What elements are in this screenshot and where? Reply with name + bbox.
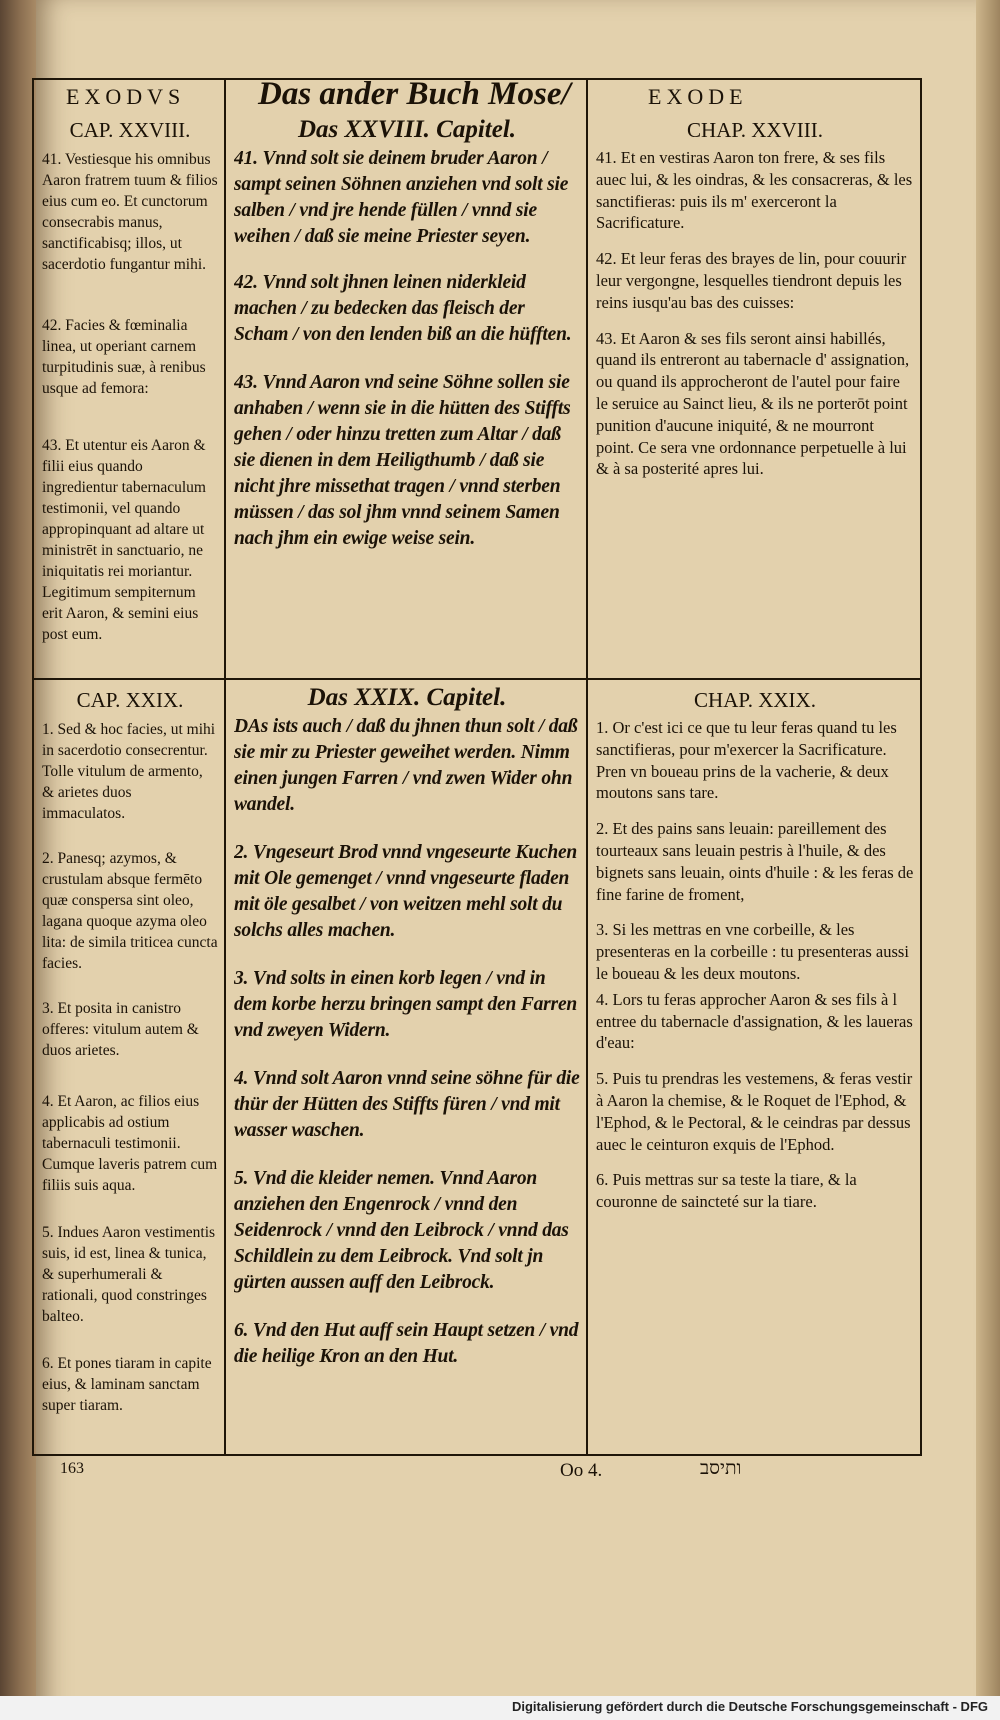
digitization-footer [0,1696,1000,1720]
german-column [234,80,580,1454]
french-chapter-29-title: CHAP. XXIX. [694,688,816,712]
latin-verse: 42. Facies & fœminalia linea, ut operiant carnem turpitudinis suæ, à renibus usque ad femora: [42,317,206,397]
column-rule [224,80,226,1454]
latin-verse: 1. Sed & hoc facies, ut mihi in sacerdotio consecrentur. Tolle vitulum de armento, & arietes duos immaculatos. [42,721,216,822]
german-chapter-28-title: Das XXVIII. Capitel. [297,116,517,143]
german-verse: 3. Vnd solts in einen korb legen / vnd in dem korbe herzu bringen sampt den Farren vnd zweyen Widern. [234,968,578,1041]
page-number: 163 [60,1460,84,1477]
german-verse: 43. Vnnd Aaron vnd seine Söhne sollen sie anhaben / wenn sie in die hütten des Stiffts gehen / oder hinzu tretten zum Altar / daß sie dienen in dem Heiligthumb / daß sie nicht jhre missethat tragen / vnnd sterben müssen / das sol jhm vnnd seinem Samen nach jhm ein ewige weise sein. [234,372,571,549]
text-frame [32,78,922,1456]
latin-verse: 6. Et pones tiaram in capite eius, & laminam sanctam super tiaram. [42,1355,212,1414]
german-verse: 4. Vnnd solt Aaron vnnd seine söhne für die thür der Hütten des Stiffts füren / vnd mit wasser waschen. [234,1068,580,1141]
header-french: EXODE [648,84,748,109]
latin-verse: 41. Vestiesque his omnibus Aaron fratrem tuum & filios eius cum eo. Et cunctorum consecrabis manus, sanctificabisq; illos, ut sacerdotio fungantur mihi. [42,151,218,273]
french-verse: 4. Lors tu feras approcher Aaron & ses fils à l entree du tabernacle d'assignation, & les laueras d'eau: [596,989,913,1053]
header-latin: EXODVS [66,84,186,109]
digitization-note: Digitalisierung gefördert durch die Deutsche Forschungsgemeinschaft - DFG [511,1699,988,1714]
column-rule [586,80,588,1454]
german-verse: DAs ists auch / daß du jhnen thun solt / daß sie mir zu Priester geweihet werden. Nimm einen jungen Farren / vnd zwen Wider ohn wandel. [234,716,578,815]
german-verse: 6. Vnd den Hut auff sein Haupt setzen / vnd die heilige Kron an den Hut. [234,1320,579,1367]
french-verse: 41. Et en vestiras Aaron ton frere, & ses fils auec lui, & les oindras, & les consacreras, & les sanctifieras: puis ils m' exerceront la Sacrificature. [596,148,913,233]
french-verse: 3. Si les mettras en vne corbeille, & les presenteras en la corbeille : tu presenteras aussi le boueau & les deux moutons. [596,920,909,983]
latin-chapter-28-title: CAP. XXVIII. [69,118,191,142]
header-german: Das ander Buch Mose/ [258,76,571,112]
french-column [596,80,914,1454]
german-chapter-29-title: Das XXIX. Capitel. [307,684,507,711]
french-verse: 1. Or c'est ici ce que tu leur feras quand tu les sanctifieras, pour m'exercer la Sacrificature. Pren vn boueau prins de la vacherie, & deux moutons sans tare. [596,718,897,803]
latin-chapter-29-title: CAP. XXIX. [76,688,184,712]
latin-verse: 3. Et posita in canistro offeres: vitulum autem & duos arietes. [42,1000,199,1059]
signature-mark: Oo 4. [560,1460,603,1481]
french-verse: 2. Et des pains sans leuain: pareillement des tourteaux sans leuain pestris à l'huile, & des bignets sans leuain, oints d'huile : & les feras de fine farine de froment, [596,819,914,904]
german-verse: 5. Vnd die kleider nemen. Vnnd Aaron anziehen den Engenrock / vnnd den Seidenrock / vnnd den Leibrock / vnnd das Schildlein zu dem Leibrock. Vnd solt jn gürten aussen auff den Leibrock. [234,1168,569,1293]
book-edge [976,0,1000,1720]
previous-page-edge [0,0,36,1720]
french-verse: 43. Et Aaron & ses fils seront ainsi habillés, quand ils entreront au tabernacle d' assignation, ou quand ils approcheront de l'autel pour faire le seruice au Sainct lieu, & ils ne porterōt point punition d'aucune iniquité, & ne mourront point. Ce sera vne ordonnance perpetuelle à lui & à sa posterité apres lui. [596,328,910,479]
catchword: ותיסב [700,1458,742,1479]
french-verse: 6. Puis mettras sur sa teste la tiare, & la couronne de saincteté sur la tiare. [596,1170,857,1212]
french-verse: 5. Puis tu prendras les vestemens, & feras vestir à Aaron la chemise, & le Roquet de l'Ephod, & l'Ephod, & le Pectoral, & le ceindras par dessus auec le ceinturon exquis de l'Ephod. [596,1069,913,1154]
latin-column [42,80,218,1454]
latin-verse: 4. Et Aaron, ac filios eius applicabis ad ostium tabernaculi testimonii. Cumque laveris patrem cum filiis suis aqua. [42,1093,218,1194]
latin-verse: 43. Et utentur eis Aaron & filii eius quando ingredientur tabernaculum testimonii, vel quando appropinquant ad altare ut ministrēt in sanctuario, ne iniquitatis rei moriantur. Legitimum sempiternum erit Aaron, & semini eius post eum. [42,437,206,643]
latin-verse: 2. Panesq; azymos, & crustulam absque fermēto quæ conspersa sint oleo, lagana quoque azyma oleo lita: de simila triticea cuncta facies. [42,850,218,972]
french-chapter-28-title: CHAP. XXVIII. [687,118,823,142]
german-verse: 2. Vngeseurt Brod vnnd vngeseurte Kuchen mit Ole gemenget / vnnd vngeseurte fladen mit öle gesalbet / von weitzen mehl solt du solchs alles machen. [234,842,578,941]
german-verse: 41. Vnnd solt sie deinem bruder Aaron / sampt seinen Söhnen anziehen vnd solt sie salben / vnd jre hende füllen / vnnd sie weihen / daß sie meine Priester seyen. [234,148,569,247]
latin-verse: 5. Indues Aaron vestimentis suis, id est, linea & tunica, & superhumerali & rationali, quod constringes balteo. [42,1224,216,1325]
german-verse: 42. Vnnd solt jhnen leinen niderkleid machen / zu bedecken das fleisch der Scham / von den lenden biß an die hüfften. [234,272,572,345]
french-verse: 42. Et leur feras des brayes de lin, pour couurir leur vergongne, lesquelles tiendront depuis les reins iusqu'au bas des cuisses: [596,249,907,312]
